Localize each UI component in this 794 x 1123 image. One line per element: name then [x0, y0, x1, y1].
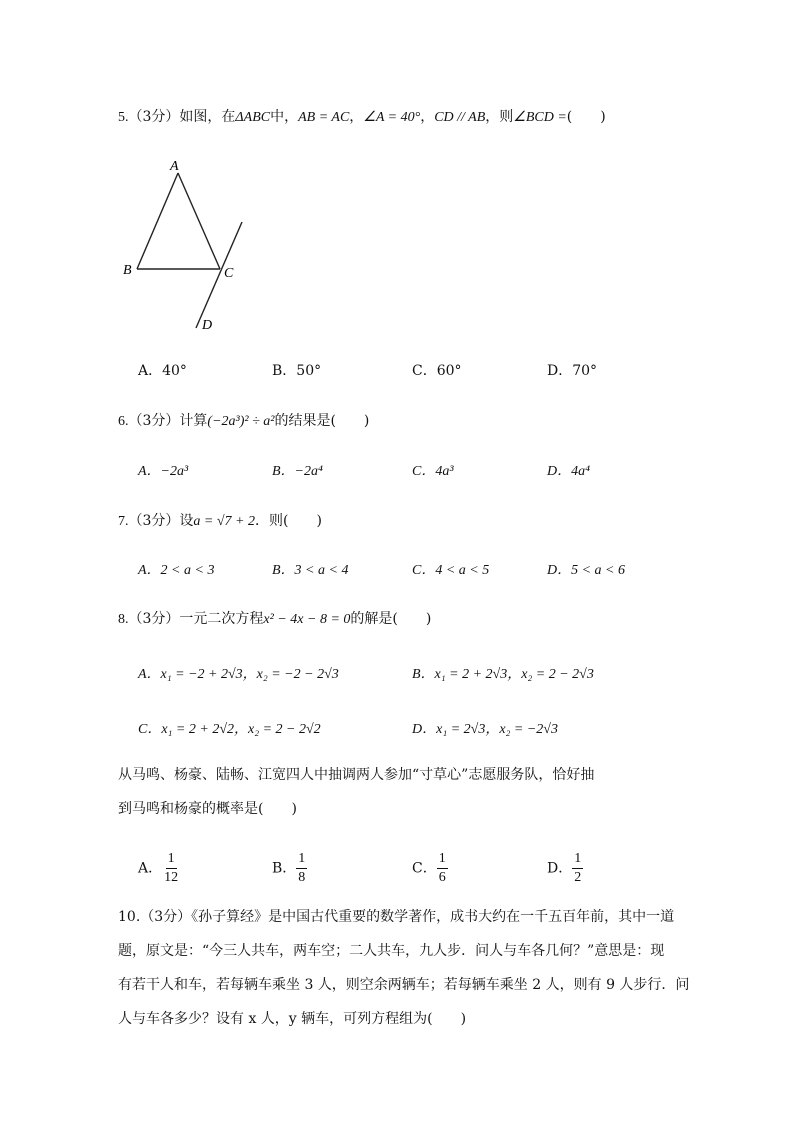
- option-a[interactable]: A．−2a³: [138, 464, 189, 479]
- question-score: （3分）: [128, 413, 180, 429]
- question-10-stem: [118, 900, 690, 1036]
- stem-line: 人与车各多少？设有 x 人，y 辆车，可列方程组为( ): [118, 1011, 467, 1027]
- numerator: 1: [166, 850, 177, 869]
- expression: (−2a³)² ÷ a²: [207, 414, 275, 429]
- question-number: 8.: [118, 612, 129, 627]
- option-letter: D．: [547, 860, 573, 877]
- fraction: [437, 850, 448, 887]
- segment-ac: [178, 173, 220, 269]
- question-number: 5.: [118, 110, 129, 125]
- stem-text: 设: [179, 513, 194, 529]
- stem-text: 如图，在: [179, 109, 236, 125]
- question-score: （3分）: [128, 611, 180, 627]
- condition-2: ∠A = 40°: [363, 110, 421, 125]
- option-d[interactable]: D．70°: [547, 363, 598, 379]
- label-a: A: [170, 159, 179, 174]
- asked-angle: ∠BCD =: [513, 110, 567, 125]
- denominator: 2: [574, 870, 582, 885]
- question-8-stem: [118, 608, 431, 628]
- option-a[interactable]: A．x₁ = −2 + 2√3，x₂ = −2 − 2√3: [138, 667, 339, 682]
- option-d[interactable]: D．5 < a < 6: [547, 563, 626, 578]
- question-5-stem: 5.（3分）如图，在ΔABC中，AB = AC，∠A = 40°，CD // AB，则∠BCD =( ): [118, 109, 606, 125]
- numerator: 1: [437, 850, 448, 869]
- label-b: B: [123, 263, 132, 278]
- option-c[interactable]: C．4a³: [412, 464, 454, 479]
- question-score: （3分）: [128, 109, 180, 125]
- label-d: D: [202, 318, 213, 333]
- option-letter: B．: [272, 860, 297, 877]
- option-a[interactable]: [138, 850, 180, 887]
- line-cd: [196, 222, 242, 328]
- numerator: 1: [296, 850, 307, 869]
- stem-line: 有若干人和车，若每辆车乘坐 3 人，则空余两辆车；若每辆车乘坐 2 人，则有 9 人步行．问: [118, 977, 690, 993]
- option-d[interactable]: D．4a⁴: [547, 464, 590, 479]
- option-d[interactable]: D．x₁ = 2√3，x₂ = −2√3: [412, 722, 558, 737]
- stem-text: ，则: [485, 109, 514, 125]
- stem-text: 的结果是( ): [274, 413, 370, 429]
- condition-3: CD // AB: [434, 110, 486, 125]
- option-b[interactable]: B．−2a⁴: [272, 464, 323, 479]
- question-9-stem: [118, 758, 678, 826]
- question-7-stem: [118, 510, 322, 530]
- option-a[interactable]: A．2 < a < 3: [138, 563, 215, 578]
- option-c[interactable]: [412, 850, 448, 887]
- fraction: [296, 850, 307, 887]
- option-c[interactable]: C．4 < a < 5: [412, 563, 490, 578]
- option-b[interactable]: B．3 < a < 4: [272, 563, 349, 578]
- stem-line: 题，原文是：“今三人共车，两车空；二人共车，九人步．问人与车各几何？”意思是：现: [118, 943, 665, 959]
- denominator: 6: [438, 870, 446, 885]
- option-a[interactable]: A．40°: [138, 363, 187, 379]
- option-d[interactable]: [547, 850, 583, 887]
- stem-text: 一元二次方程: [179, 611, 264, 627]
- stem-text: 的解是( ): [350, 611, 432, 627]
- segment-ab: [137, 173, 178, 269]
- numerator: 1: [572, 850, 583, 869]
- option-b[interactable]: [272, 850, 307, 887]
- fraction: [162, 850, 180, 887]
- triangle-expr: ΔABC: [235, 110, 271, 125]
- denominator: 8: [298, 870, 306, 885]
- question-6-stem: [118, 410, 369, 430]
- option-b[interactable]: B．x₁ = 2 + 2√3，x₂ = 2 − 2√3: [412, 667, 594, 682]
- expression: a = √7 + 2: [193, 514, 255, 529]
- stem-text: 中，: [270, 109, 299, 125]
- question-score: （3分）: [128, 513, 180, 529]
- option-letter: A．: [138, 860, 163, 877]
- stem-line: 从马鸣、杨豪、陆畅、江宽四人中抽调两人参加“寸草心”志愿服务队，恰好抽: [118, 767, 595, 783]
- stem-line: 到马鸣和杨豪的概率是( ): [118, 801, 297, 817]
- question-number: 7.: [118, 514, 129, 529]
- label-c: C: [224, 266, 234, 281]
- question-number: 6.: [118, 414, 129, 429]
- denominator: 12: [164, 870, 179, 885]
- fraction: [572, 850, 583, 887]
- expression: x² − 4x − 8 = 0: [263, 612, 351, 627]
- option-b[interactable]: B．50°: [272, 363, 322, 379]
- option-letter: C．: [412, 860, 437, 877]
- answer-blank: ( ): [566, 109, 606, 125]
- condition-1: AB = AC: [298, 110, 350, 125]
- stem-text: ．则( ): [255, 513, 322, 529]
- option-c[interactable]: C．x₁ = 2 + 2√2，x₂ = 2 − 2√2: [138, 722, 321, 737]
- triangle-figure: [115, 150, 255, 340]
- option-c[interactable]: C．60°: [412, 363, 462, 379]
- stem-text: 计算: [179, 413, 208, 429]
- stem-line: 10.（3分）《孙子算经》是中国古代重要的数学著作，成书大约在一千五百年前，其中一道: [118, 909, 675, 925]
